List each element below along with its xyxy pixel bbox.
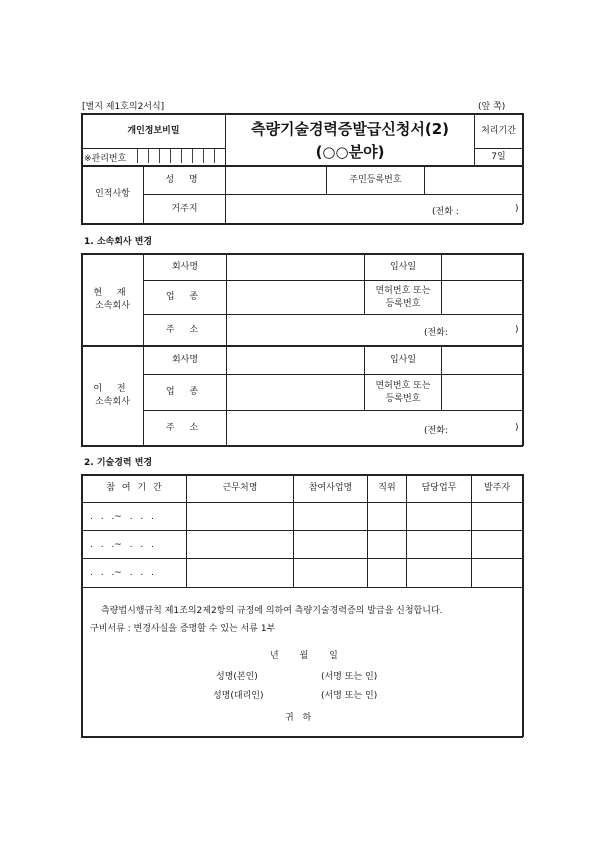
confidential-label: 개인정보비밀: [127, 125, 180, 136]
previous-join-date-field[interactable]: [442, 346, 522, 374]
current-company-name-label: 회사명: [171, 261, 199, 272]
previous-business-field[interactable]: [227, 375, 364, 410]
address-label: 거주지: [171, 203, 198, 214]
previous-company-name-field[interactable]: [227, 346, 364, 374]
current-business-field[interactable]: [227, 281, 364, 314]
current-label-line2: 소속회사: [95, 300, 130, 311]
processing-period-label: 처리기간: [481, 125, 516, 136]
phone-close: ): [515, 204, 519, 214]
form-reference: [별지 제1호의2서식]: [82, 102, 165, 112]
header-project: 참여사업명: [308, 483, 353, 493]
current-join-date-label: 입사일: [389, 261, 417, 272]
previous-license-field[interactable]: [442, 375, 522, 410]
previous-label-line2: 소속회사: [95, 396, 130, 407]
required-documents: 구비서류 : 변경사실을 증명할 수 있는 서류 1부: [90, 624, 276, 634]
current-company-label: [82, 254, 143, 345]
previous-address-label: 주 소: [165, 422, 205, 433]
section1-title: 1. 소속회사 변경: [84, 237, 153, 247]
processing-period-value: 7일: [491, 151, 506, 162]
personal-info-label: 인적사항: [95, 189, 130, 199]
current-label-line1: 현 재: [93, 287, 132, 298]
addressee: 귀 하: [285, 713, 312, 723]
section2-title: 2. 기술경력 변경: [84, 458, 153, 468]
current-phone-label: (전화:: [424, 328, 448, 338]
current-license-label: [365, 281, 441, 314]
header-duty: 담당업무: [421, 483, 457, 493]
resident-number-field[interactable]: [425, 166, 522, 194]
name-label: 성 명: [165, 174, 204, 185]
previous-join-date-label: 입사일: [389, 354, 417, 365]
management-number-label: ※관리번호: [84, 154, 127, 164]
previous-company-label: [82, 346, 143, 445]
previous-business-label: 업 종: [165, 387, 205, 397]
resident-number-label: 주민등록번호: [349, 174, 402, 185]
current-join-date-field[interactable]: [442, 254, 522, 280]
table-row-period[interactable]: . . .~ . . .: [90, 568, 155, 578]
address-field[interactable]: [226, 195, 522, 223]
previous-phone-label: (전화:: [424, 426, 448, 436]
table-row-period[interactable]: . . .~ . . .: [90, 540, 155, 550]
agent-signature-note: (서명 또는 인): [321, 691, 378, 701]
current-license-line1: 면허번호 또는: [375, 285, 431, 296]
header-workplace: 근무처명: [222, 483, 258, 493]
application-statement: 측량법시행규칙 제1조의2제2항의 규정에 의하여 측량기술경력증의 발급을 신청합니다.: [101, 606, 443, 616]
table-row-period[interactable]: . . .~ . . .: [90, 512, 155, 522]
header-period: 참 여 기 간: [106, 483, 162, 493]
agent-signature-label: 성명(대리인): [213, 691, 264, 701]
current-license-field[interactable]: [442, 281, 522, 314]
management-number-field[interactable]: [137, 149, 225, 164]
previous-address-field[interactable]: [227, 411, 522, 445]
applicant-signature-label: 성명(본인): [216, 672, 258, 682]
form-subtitle: (○○분야): [315, 142, 385, 161]
current-business-label: 업 종: [165, 292, 205, 302]
current-company-name-field[interactable]: [227, 254, 364, 280]
previous-license-line1: 면허번호 또는: [375, 380, 431, 391]
name-field[interactable]: [226, 166, 326, 194]
header-position: 직위: [378, 483, 396, 493]
header-client: 발주자: [483, 483, 511, 493]
application-date: 년 월 일: [270, 651, 338, 661]
page-side-label: (앞 쪽): [478, 102, 506, 112]
phone-label: (전화 :: [432, 207, 459, 217]
current-license-line2: 등록번호: [385, 298, 421, 309]
previous-license-line2: 등록번호: [385, 393, 421, 404]
applicant-signature-note: (서명 또는 인): [321, 672, 378, 682]
current-address-label: 주 소: [165, 324, 205, 335]
current-address-field[interactable]: [227, 315, 522, 345]
previous-license-label: [365, 375, 441, 410]
previous-phone-close: ): [515, 423, 519, 433]
current-phone-close: ): [515, 325, 519, 335]
previous-company-name-label: 회사명: [171, 354, 199, 365]
previous-label-line1: 이 전: [93, 383, 132, 394]
form-title: 측량기술경력증발급신청서(2): [250, 119, 450, 138]
